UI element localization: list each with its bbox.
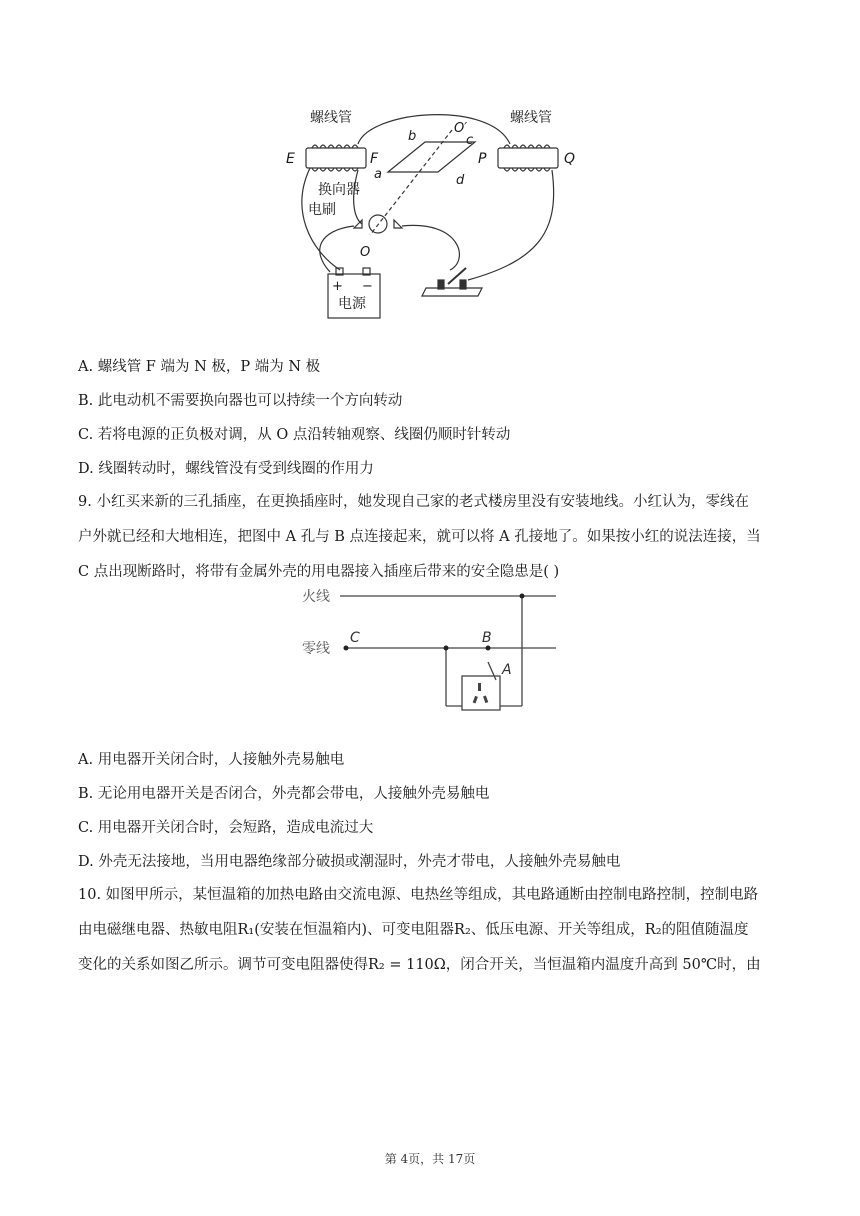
- power-label: 电源: [338, 296, 366, 312]
- right-solenoid-label: 螺线管: [510, 110, 552, 126]
- commutator-label: 换向器: [318, 182, 360, 198]
- q8-option-a: A. 螺线管 F 端为 N 极，P 端为 N 极: [78, 359, 321, 375]
- q8-option-d: D. 线圈转动时，螺线管没有受到线圈的作用力: [78, 461, 374, 477]
- q9-option-a: A. 用电器开关闭合时，人接触外壳易触电: [78, 752, 345, 768]
- q9-line-1: 9. 小红买来新的三孔插座，在更换插座时，她发现自己家的老式楼房里没有安装地线。小红认为，零线在: [78, 494, 749, 510]
- q10-stem: [78, 878, 790, 983]
- q9-option-d: D. 外壳无法接地，当用电器绝缘部分破损或潮湿时，外壳才带电，人接触外壳易触电: [78, 854, 621, 870]
- label-F: F: [370, 151, 379, 167]
- label-d: d: [456, 173, 465, 188]
- q9-option-c: C. 用电器开关闭合时，会短路，造成电流过大: [78, 820, 374, 836]
- q9-line-2: 户外就已经和大地相连，把图中 A 孔与 B 点连接起来，就可以将 A 孔接地了。如果按小红的说法连接，当: [78, 529, 761, 545]
- motor-circuit-figure: [270, 100, 590, 325]
- label-O: O: [360, 245, 371, 260]
- q10-line-1: 10. 如图甲所示，某恒温箱的加热电路由交流电源、电热丝等组成，其电路通断由控制电路控制，控制电路: [78, 887, 759, 903]
- label-P: P: [478, 151, 487, 167]
- label-b: b: [408, 129, 417, 144]
- page-footer: 第 4页，共 17页: [384, 1152, 476, 1166]
- q9-line-3: C 点出现断路时，将带有金属外壳的用电器接入插座后带来的安全隐患是( ): [78, 564, 560, 580]
- label-O-prime: O′: [454, 121, 468, 136]
- label-B: B: [482, 630, 492, 646]
- q9-stem: [78, 485, 790, 590]
- socket-wiring-svg: [298, 582, 560, 718]
- q8-option-c: C. 若将电源的正负极对调，从 O 点沿转轴观察、线圈仍顺时针转动: [78, 427, 511, 443]
- brush-label: 电刷: [308, 202, 336, 218]
- q10-line-2: 由电磁继电器、热敏电阻R₁(安装在恒温箱内)、可变电阻器R₂、低压电源、开关等组成，R₂的阻值随温度: [78, 922, 749, 938]
- plus-label: +: [332, 279, 343, 294]
- neutral-wire-label: 零线: [302, 641, 330, 657]
- minus-label: −: [362, 279, 373, 294]
- q9-option-b: B. 无论用电器开关是否闭合，外壳都会带电，人接触外壳易触电: [78, 786, 490, 802]
- label-Q: Q: [564, 151, 576, 167]
- label-E: E: [286, 151, 295, 167]
- socket-wiring-figure: [298, 582, 560, 718]
- q8-option-b: B. 此电动机不需要换向器也可以持续一个方向转动: [78, 393, 403, 409]
- motor-circuit-svg: [270, 100, 590, 325]
- label-c: c: [466, 133, 474, 148]
- label-C: C: [350, 630, 360, 646]
- label-A: A: [502, 662, 512, 678]
- label-a: a: [374, 167, 382, 182]
- left-solenoid-label: 螺线管: [310, 110, 352, 126]
- live-wire-label: 火线: [302, 589, 330, 605]
- q10-line-3: 变化的关系如图乙所示。调节可变电阻器使得R₂ = 110Ω，闭合开关，当恒温箱内温度升高到 50℃时，由: [78, 957, 761, 973]
